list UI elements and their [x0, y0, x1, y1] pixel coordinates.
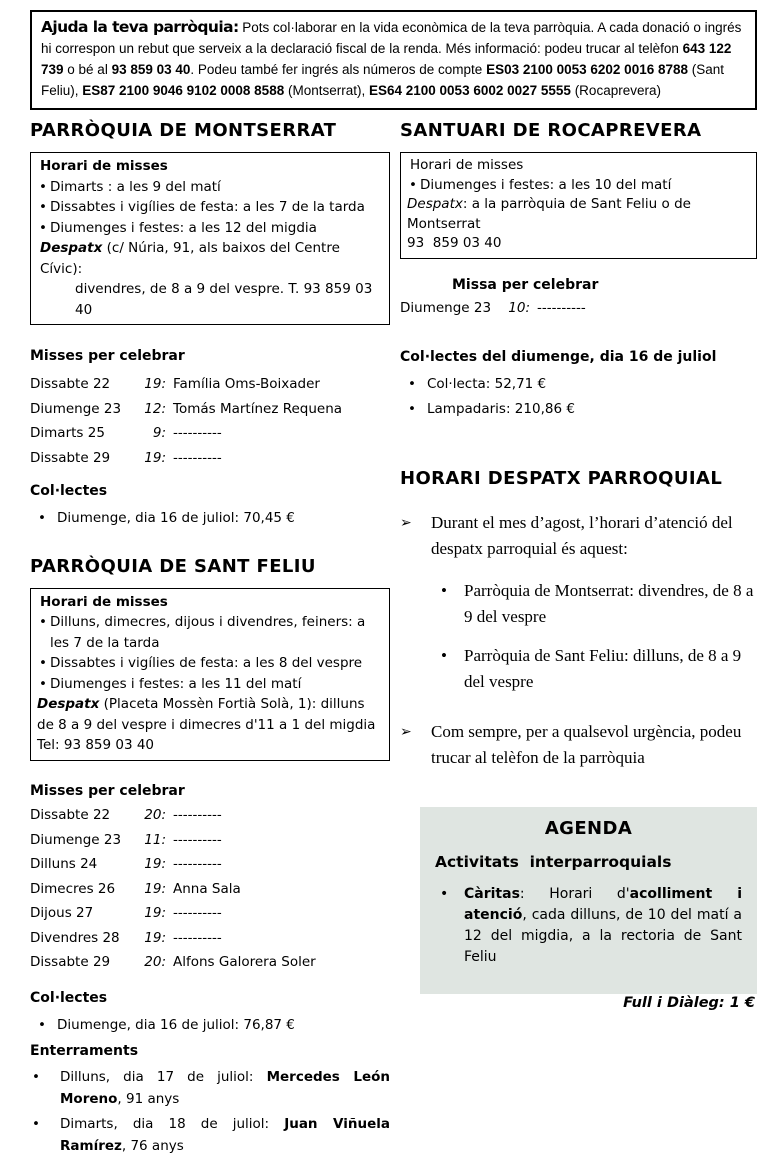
miss-time: 20: [144, 954, 166, 970]
miss-day: Dimarts 25 [30, 425, 105, 441]
miss-name: ---------- [173, 449, 222, 466]
agenda-box [420, 807, 757, 994]
miss-name: ---------- [173, 856, 222, 872]
miss-row [30, 905, 390, 921]
miss-row [30, 450, 390, 466]
santfeliu-enterraments-heading: Enterraments [30, 1043, 139, 1059]
montserrat-despatx-line2: divendres, de 8 a 9 del vespre. T. 93 859 03 40 [75, 281, 373, 318]
montserrat-collectes-item: • Diumenge, dia 16 de juliol: 70,45 € [30, 510, 390, 527]
donation-notice-text: Ajuda la teva parròquia: Pots col·laborar en la vida econòmica de la teva parròquia. A cada donació o ingrés hi correspon un rebut que serveix a la declaració fiscal de la renda. Més informació: podeu trucar al telèfon 643 122 739 o bé al 93 859 03 40. Podeu també fer ingrés als números de compte ES03 2100 0053 6202 0016 8788 (Sant Feliu), ES87 2100 9046 9102 0008 8588 (Montserrat), ES64 2100 0053 6002 0027 5555 (Rocaprevera) [41, 18, 742, 98]
rocaprevera-phone-line: 93 859 03 40 [407, 235, 502, 251]
miss-row [30, 425, 390, 441]
miss-time: 9: [152, 425, 166, 441]
santfeliu-tel-line: Tel: 93 859 03 40 [37, 737, 155, 753]
miss-name: ---------- [173, 831, 222, 848]
santfeliu-horari-box [30, 588, 390, 761]
santfeliu-collectes-item: • Diumenge, dia 16 de juliol: 76,87 € [30, 1017, 390, 1034]
miss-time: 19: [144, 449, 166, 466]
miss-row [30, 954, 390, 970]
donation-notice-box [30, 10, 757, 110]
miss-time: 19: [144, 929, 166, 946]
miss-name: ---------- [173, 425, 222, 441]
miss-row [30, 930, 390, 946]
miss-day: Dissabte 29 [30, 449, 111, 466]
footer-price-label: Full i Diàleg: 1 € [623, 995, 755, 1011]
rocaprevera-collectes-heading: Col·lectes del diumenge, dia 16 de juliol [400, 348, 717, 365]
miss-name: Tomás Martínez Requena [173, 400, 343, 417]
rocaprevera-horari-box [400, 152, 757, 259]
arrowhead-bullet-icon: ➢ [400, 514, 412, 531]
rocaprevera-despatx-line: Despatx: a la parròquia de Sant Feliu o de Montserrat [407, 196, 691, 232]
montserrat-horari-item: • Dissabtes i vigílies de festa: a les 7 de la tarda [37, 197, 383, 218]
miss-name: ---------- [537, 299, 586, 316]
miss-time: 19: [144, 880, 166, 897]
rocaprevera-title: SANTUARI DE ROCAPREVERA [400, 120, 702, 141]
miss-time: 12: [144, 400, 166, 417]
right-column [400, 120, 757, 994]
despatx-horari-subitem: • Parròquia de Sant Feliu: dilluns, de 8 a 9 del vespre [435, 643, 757, 695]
santfeliu-misses-heading: Misses per celebrar [30, 782, 185, 799]
santfeliu-horari-item: • Dilluns, dimecres, dijous i divendres, feiners: a les 7 de la tarda [37, 612, 383, 653]
miss-time: 10: [508, 299, 530, 316]
miss-row [400, 300, 757, 316]
rocaprevera-horari-item: • Diumenges i festes: a les 10 del matí [407, 176, 750, 196]
santfeliu-horari-heading: Horari de misses [40, 593, 168, 610]
miss-time: 11: [144, 831, 166, 848]
miss-day: Diumenge 23 [30, 831, 122, 848]
despatx-horari-item [400, 510, 757, 562]
montserrat-horari-heading: Horari de misses [40, 158, 168, 174]
miss-name: Alfons Galorera Soler [173, 954, 316, 970]
rocaprevera-missa-heading: Missa per celebrar [452, 276, 599, 293]
enterrament-item: • Dimarts, dia 18 de juliol: Juan Viñuela Ramírez, 76 anys [30, 1113, 390, 1157]
enterrament-item: • Dilluns, dia 17 de juliol: Mercedes León Moreno, 91 anys [30, 1066, 390, 1110]
miss-row [30, 881, 390, 897]
montserrat-misses-heading: Misses per celebrar [30, 348, 185, 364]
miss-time: 20: [144, 807, 166, 823]
despatx-horari-title: HORARI DESPATX PARROQUIAL [400, 467, 723, 489]
montserrat-collectes-heading: Col·lectes [30, 482, 108, 499]
agenda-subtitle: Activitats interparroquials [435, 852, 672, 871]
miss-day: Dissabte 22 [30, 807, 111, 823]
despatx-horari-subitem: • Parròquia de Montserrat: divendres, de 8 a 9 del vespre [435, 578, 757, 630]
miss-day: Dissabte 29 [30, 954, 111, 970]
miss-time: 19: [144, 905, 166, 921]
agenda-item: • Càritas: Horari d'acolliment i atenció, cada dilluns, de 10 del matí a 12 del migdia, a la rectoria de Sant Feliu [435, 884, 742, 968]
miss-name: Anna Sala [173, 880, 241, 897]
miss-day: Dimecres 26 [30, 880, 116, 897]
montserrat-horari-item: • Diumenges i festes: a les 12 del migdia [37, 218, 383, 239]
miss-day: Diumenge 23 [400, 299, 492, 316]
miss-day: Dijous 27 [30, 905, 94, 921]
montserrat-title: PARRÒQUIA DE MONTSERRAT [30, 120, 337, 141]
santfeliu-collectes-heading: Col·lectes [30, 990, 108, 1006]
santfeliu-despatx-line: Despatx (Placeta Mossèn Fortià Solà, 1): dilluns de 8 a 9 del vespre i dimecres d'11 a 1 del migdia [37, 696, 376, 733]
miss-name: Família Oms-Boixader [173, 376, 320, 392]
miss-day: Divendres 28 [30, 929, 120, 946]
despatx-horari-item-text: Com sempre, per a qualsevol urgència, podeu trucar al telèfon de la parròquia [431, 721, 742, 767]
arrowhead-bullet-icon: ➢ [400, 723, 412, 740]
miss-row [30, 807, 390, 823]
left-column [30, 120, 390, 1157]
despatx-horari-item [400, 719, 757, 771]
montserrat-despatx-line: Despatx (c/ Núria, 91, als baixos del Centre Cívic): [40, 240, 340, 277]
miss-day: Dissabte 22 [30, 376, 111, 392]
miss-time: 19: [144, 856, 166, 872]
santfeliu-horari-item: • Diumenges i festes: a les 11 del matí [37, 674, 383, 695]
santfeliu-horari-item: • Dissabtes i vigílies de festa: a les 8 del vespre [37, 653, 383, 674]
miss-row [30, 832, 390, 848]
miss-row [30, 376, 390, 392]
rocaprevera-collectes-item: • Col·lecta: 52,71 € [400, 376, 757, 393]
miss-day: Dilluns 24 [30, 856, 98, 872]
montserrat-horari-item: • Dimarts : a les 9 del matí [37, 177, 383, 198]
miss-name: ---------- [173, 905, 222, 921]
miss-row [30, 856, 390, 872]
miss-time: 19: [144, 376, 166, 392]
miss-name: ---------- [173, 807, 222, 823]
miss-name: ---------- [173, 929, 222, 946]
despatx-horari-item-text: Durant el mes d’agost, l’horari d’atenció del despatx parroquial és aquest: [431, 512, 733, 558]
miss-day: Diumenge 23 [30, 400, 122, 417]
despatx-horari-block [400, 510, 757, 771]
rocaprevera-collectes-item: • Lampadaris: 210,86 € [400, 401, 757, 418]
agenda-title: AGENDA [544, 817, 633, 839]
santfeliu-title: PARRÒQUIA DE SANT FELIU [30, 555, 316, 577]
montserrat-horari-box [30, 152, 390, 325]
miss-row [30, 401, 390, 417]
rocaprevera-horari-heading: Horari de misses [410, 157, 524, 173]
